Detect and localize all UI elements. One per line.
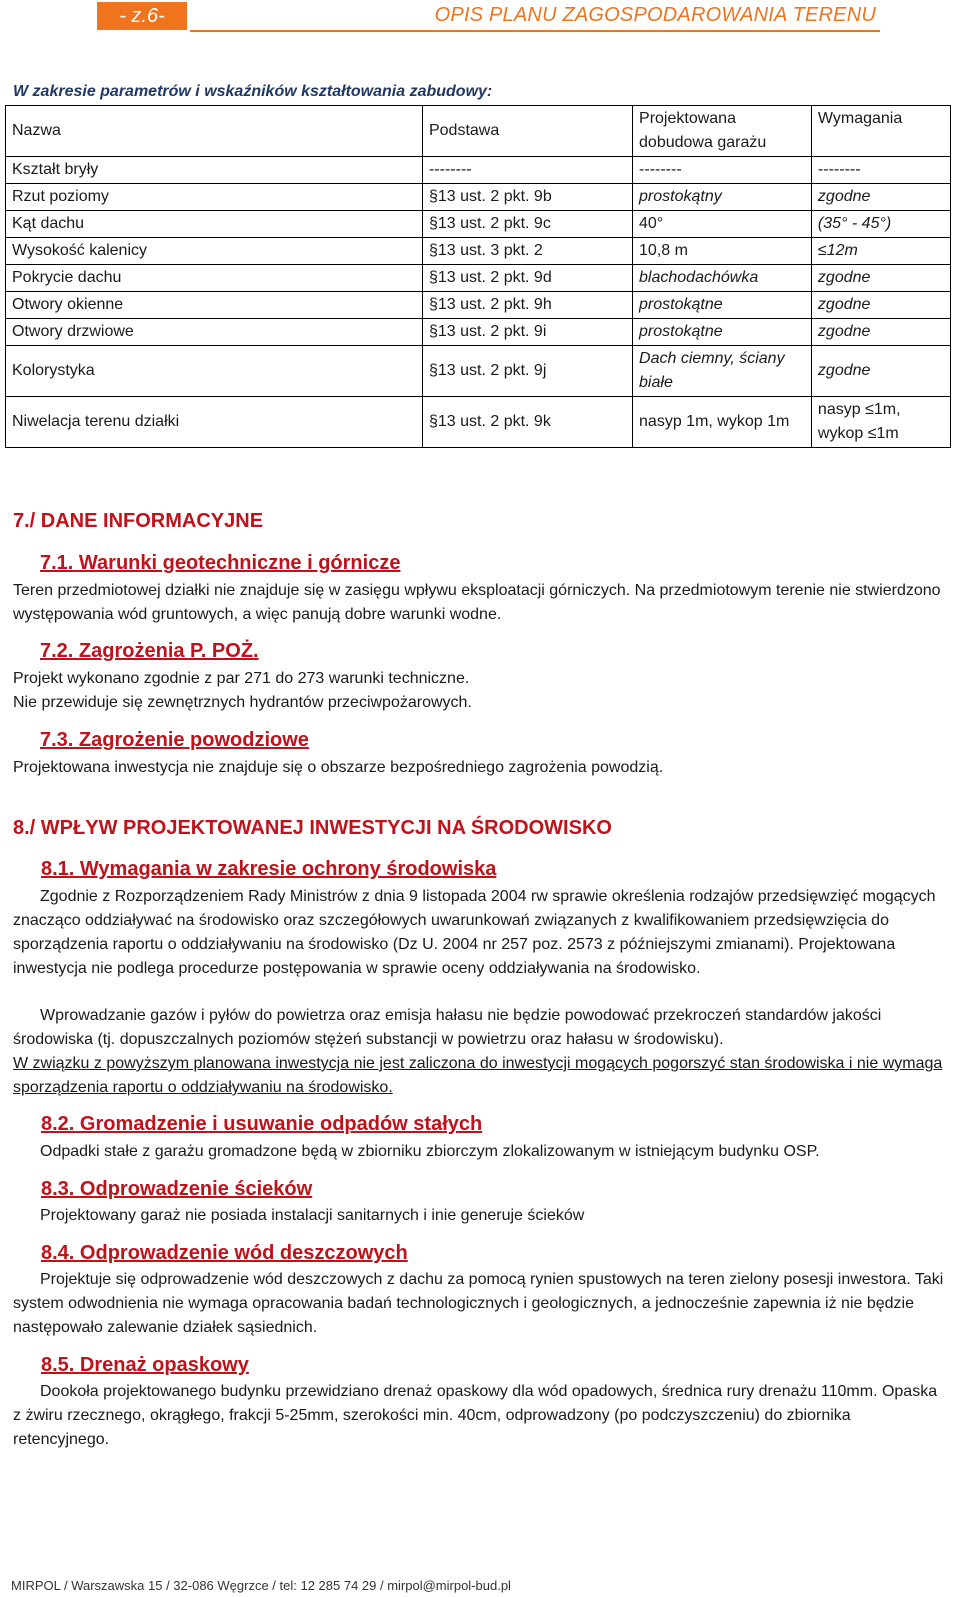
- table-cell: --------: [422, 157, 632, 184]
- table-header-row: [6, 106, 951, 157]
- section-8-1-paragraph-3: W związku z powyższym planowana inwestycja nie jest zaliczona do inwestycji mogących pogorszyć stan środowiska i nie wymaga sporządzenia raportu o oddziaływaniu na środowisko.: [13, 1055, 943, 1096]
- table-row: [6, 184, 951, 211]
- table-row: [6, 292, 951, 319]
- section-7-2-title: 7.2. Zagrożenia P. POŻ.: [40, 640, 259, 662]
- section-7-1-text: Teren przedmiotowej działki nie znajduje się w zasięgu wpływu eksploatacji górniczych. Na przedmiotowym terenie nie stwierdzono występowania wód gruntowych, a więc panują dobre warunki wodne.: [13, 582, 941, 623]
- table-cell: §13 ust. 2 pkt. 9k: [422, 397, 632, 448]
- table-row: [6, 319, 951, 346]
- section-8-5-title: 8.5. Drenaż opaskowy: [41, 1354, 249, 1376]
- section-7-1-title: 7.1. Warunki geotechniczne i górnicze: [40, 552, 401, 574]
- table-cell: ≤12m: [811, 238, 950, 265]
- column-header: Podstawa: [422, 106, 632, 157]
- table-cell: prostokątny: [633, 184, 812, 211]
- table-row: [6, 157, 951, 184]
- section-8-5-text: Dookoła projektowanego budynku przewidziano drenaż opaskowy dla wód opadowych, średnica rury drenażu 110mm. Opaska z żwiru rzecznego, okrągłego, frakcji 5-25mm, szerokości min. 40cm, odprowadzony (po podczyszczeniu) do zbiornika retencyjnego.: [13, 1383, 938, 1448]
- section-8-4-title: 8.4. Odprowadzenie wód deszczowych: [41, 1242, 408, 1264]
- table-cell: §13 ust. 2 pkt. 9b: [422, 184, 632, 211]
- section-7-2-line1: Projekt wykonano zgodnie z par 271 do 273 warunki techniczne.: [13, 670, 470, 687]
- table-cell: §13 ust. 3 pkt. 2: [422, 238, 632, 265]
- table-cell: Otwory drzwiowe: [6, 319, 423, 346]
- table-row: [6, 211, 951, 238]
- table-cell: Otwory okienne: [6, 292, 423, 319]
- table-cell: zgodne: [811, 184, 950, 211]
- table-cell: nasyp ≤1m, wykop ≤1m: [811, 397, 950, 448]
- section-8-2-title: 8.2. Gromadzenie i usuwanie odpadów stałych: [41, 1113, 483, 1135]
- table-cell: nasyp 1m, wykop 1m: [633, 397, 812, 448]
- section-8-1-title: 8.1. Wymagania w zakresie ochrony środowiska: [41, 858, 497, 880]
- table-cell: §13 ust. 2 pkt. 9d: [422, 265, 632, 292]
- table-cell: Kąt dachu: [6, 211, 423, 238]
- table-cell: Kolorystyka: [6, 346, 423, 397]
- table-cell: zgodne: [811, 319, 950, 346]
- document-title: OPIS PLANU ZAGOSPODAROWANIA TERENU: [434, 4, 876, 26]
- table-cell: Kształt bryły: [6, 157, 423, 184]
- table-cell: Dach ciemny, ściany białe: [633, 346, 812, 397]
- section-7-3-title: 7.3. Zagrożenie powodziowe: [40, 729, 309, 751]
- table-row: [6, 397, 951, 448]
- section-8-3-title: 8.3. Odprowadzenie ścieków: [41, 1178, 313, 1200]
- table-cell: Rzut poziomy: [6, 184, 423, 211]
- table-cell: (35° - 45°): [811, 211, 950, 238]
- table-cell: zgodne: [811, 265, 950, 292]
- table-cell: 40°: [633, 211, 812, 238]
- column-header: Nazwa: [6, 106, 423, 157]
- table-cell: Pokrycie dachu: [6, 265, 423, 292]
- section-8-1-paragraph-1: Zgodnie z Rozporządzeniem Rady Ministrów z dnia 9 listopada 2004 rw sprawie określenia rodzajów przedsięwzięć mogących znacząco oddziaływać na środowisko oraz szczegółowych uwarunkowań związanych z kwalifikowaniem przedsięwzięcia do sporządzenia raportu o oddziaływaniu na środowisko (Dz U. 2004 nr 257 poz. 2573 z późniejszymi zmianami). Projektowana inwestycja nie podlega procedurze postępowania w sprawie oceny oddziaływania na środowisko.: [13, 888, 936, 977]
- section-8-4-text: Projektuje się odprowadzenie wód deszczowych z dachu za pomocą rynien spustowych na teren zielony posesji inwestora. Taki system odwodnienia nie wymaga opracowania badań technologicznych i geologicznych, a jednocześnie zapewnia iż nie będzie następowało zalewanie działek sąsiednich.: [13, 1271, 944, 1336]
- params-heading: W zakresie parametrów i wskaźników kształtowania zabudowy:: [13, 83, 493, 100]
- section-8-2-text: Odpadki stałe z garażu gromadzone będą w zbiorniku zbiorczym zlokalizowanym w istniejącym budynku OSP.: [40, 1143, 820, 1160]
- page-number-tag: - z.6-: [97, 2, 187, 30]
- section-7-3-text: Projektowana inwestycja nie znajduje się o obszarze bezpośredniego zagrożenia powodzią.: [13, 759, 664, 776]
- table-cell: Wysokość kalenicy: [6, 238, 423, 265]
- section-7-2-line2: Nie przewiduje się zewnętrznych hydrantów przeciwpożarowych.: [13, 694, 472, 711]
- table-cell: --------: [811, 157, 950, 184]
- table-cell: §13 ust. 2 pkt. 9h: [422, 292, 632, 319]
- table-row: [6, 238, 951, 265]
- column-header: Wymagania: [811, 106, 950, 157]
- table-cell: --------: [633, 157, 812, 184]
- table-cell: §13 ust. 2 pkt. 9i: [422, 319, 632, 346]
- header-divider: [190, 30, 880, 32]
- section-8-1-paragraph-2: Wprowadzanie gazów i pyłów do powietrza oraz emisja hałasu nie będzie powodować przekroczeń standardów jakości środowiska (tj. dopuszczalnych poziomów stężeń substancji w powietrzu oraz hałasu w środowisku).: [13, 1007, 882, 1048]
- table-cell: zgodne: [811, 346, 950, 397]
- parameters-table: [5, 105, 951, 448]
- table-cell: blachodachówka: [633, 265, 812, 292]
- table-cell: Niwelacja terenu działki: [6, 397, 423, 448]
- table-cell: zgodne: [811, 292, 950, 319]
- table-row: [6, 346, 951, 397]
- section-7-title: 7./ DANE INFORMACYJNE: [13, 510, 264, 532]
- table-row: [6, 265, 951, 292]
- section-8-3-text: Projektowany garaż nie posiada instalacji sanitarnych i inie generuje ścieków: [40, 1207, 585, 1224]
- table-cell: 10,8 m: [633, 238, 812, 265]
- table-cell: §13 ust. 2 pkt. 9j: [422, 346, 632, 397]
- table-cell: prostokątne: [633, 319, 812, 346]
- table-cell: prostokątne: [633, 292, 812, 319]
- table-cell: §13 ust. 2 pkt. 9c: [422, 211, 632, 238]
- column-header: Projektowana dobudowa garażu: [633, 106, 812, 157]
- footer-contact: MIRPOL / Warszawska 15 / 32-086 Węgrzce / tel: 12 285 74 29 / mirpol@mirpol-bud.pl: [11, 1578, 511, 1593]
- section-8-title: 8./ WPŁYW PROJEKTOWANEJ INWESTYCJI NA ŚRODOWISKO: [13, 817, 612, 839]
